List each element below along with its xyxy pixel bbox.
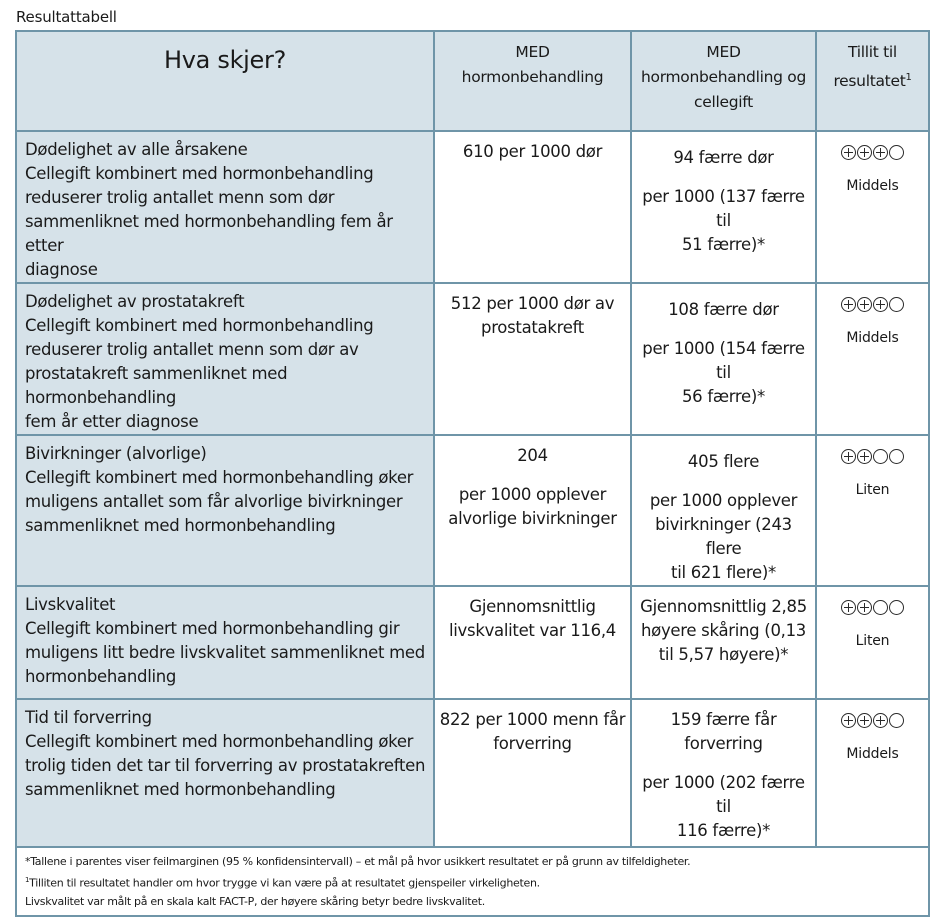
footnote-line: Livskvalitet var målt på en skala kalt FACT-P, der høyere skåring betyr bedre livskvalitet. [25, 894, 485, 908]
combo-value-line: per 1000 (154 færre til [642, 339, 805, 382]
outcome-description-line: Cellegift kombinert med hormonbehandling øker [25, 732, 414, 751]
certainty-label: Middels [846, 178, 899, 194]
outcome-description-line: trolig tiden det tar til forverring av prostatakreften [25, 756, 426, 775]
combo-value-line: 94 færre dør [673, 148, 774, 167]
certainty-label: Middels [846, 746, 899, 762]
outcome-cell [16, 283, 434, 435]
table-row [16, 586, 929, 699]
outcome-description-line: reduserer trolig antallet menn som dør [25, 188, 335, 207]
combo-value-line: 405 flere [687, 452, 760, 471]
combo-value-line: til 621 flere)* [671, 563, 776, 582]
combo-cell [631, 586, 816, 699]
header-certainty-line [817, 65, 928, 94]
hormone-value-line: 204 [517, 446, 548, 465]
combo-value-line: Gjennomsnittlig 2,85 [640, 597, 807, 616]
hormone-value-line: per 1000 opplever [458, 485, 607, 504]
outcome-description-line: Cellegift kombinert med hormonbehandling [25, 164, 374, 183]
combo-paragraph [636, 146, 811, 170]
circle-empty-icon [873, 600, 888, 615]
certainty-rating [817, 297, 928, 312]
outcome-description-line: sammenliknet med hormonbehandling [25, 780, 336, 799]
outcome-description-line: reduserer trolig antallet menn som dør av [25, 340, 359, 359]
page-title: Resultattabell [16, 8, 117, 26]
circle-empty-icon [889, 600, 904, 615]
certainty-rating [817, 449, 928, 464]
circle-empty-icon [889, 449, 904, 464]
footnote-marker: 1 [25, 876, 30, 884]
circle-plus-icon [857, 297, 872, 312]
hormone-paragraph [439, 595, 626, 643]
header-hormone-line: MED [515, 43, 550, 61]
outcome-description-line: Cellegift kombinert med hormonbehandling gir [25, 619, 400, 638]
table-row [16, 131, 929, 283]
outcome-title: Livskvalitet [25, 595, 116, 614]
combo-value-line: 159 færre får [670, 710, 777, 729]
combo-value-line: per 1000 (202 færre til [642, 773, 805, 816]
header-title: Hva skjer? [16, 31, 434, 131]
header-hormone-line: hormonbehandling [461, 68, 604, 86]
header-combo [631, 31, 816, 131]
circle-plus-icon [873, 297, 888, 312]
certainty-cell [816, 435, 929, 586]
hormone-value-line: livskvalitet var 116,4 [448, 621, 616, 640]
hormone-value-line: forverring [493, 734, 572, 753]
table-row [16, 435, 929, 586]
combo-value-line: 56 færre)* [681, 387, 765, 406]
circle-plus-icon [857, 449, 872, 464]
certainty-rating [817, 145, 928, 160]
hormone-paragraph [439, 708, 626, 756]
combo-cell [631, 283, 816, 435]
header-combo-line: cellegift [694, 93, 753, 111]
combo-value-line: høyere skåring (0,13 [641, 621, 806, 640]
table-header-row [16, 31, 929, 131]
combo-paragraph [636, 489, 811, 585]
header-hormone [434, 31, 631, 131]
combo-value-line: bivirkninger (243 flere [655, 515, 792, 558]
outcome-description-line: muligens litt bedre livskvalitet sammenliknet med [25, 643, 425, 662]
circle-plus-icon [857, 600, 872, 615]
combo-paragraph [636, 450, 811, 474]
combo-value-line: 51 færre)* [681, 235, 765, 254]
combo-paragraph [636, 708, 811, 756]
outcome-cell [16, 435, 434, 586]
hormone-value-line: 512 per 1000 dør av [450, 294, 615, 313]
table-row [16, 699, 929, 847]
outcome-cell [16, 586, 434, 699]
circle-empty-icon [889, 297, 904, 312]
outcome-title: Bivirkninger (alvorlige) [25, 444, 207, 463]
hormone-value-line: 822 per 1000 menn får [439, 710, 626, 729]
header-combo-line: hormonbehandling og [641, 68, 806, 86]
certainty-label: Liten [855, 633, 890, 649]
circle-plus-icon [841, 600, 856, 615]
circle-plus-icon [857, 713, 872, 728]
outcome-description-line: hormonbehandling [25, 667, 177, 686]
outcome-description-line: muligens antallet som får alvorlige bivirkninger [25, 492, 403, 511]
hormone-paragraph [439, 140, 626, 164]
outcome-title: Tid til forverring [25, 708, 152, 727]
hormone-cell [434, 283, 631, 435]
hormone-paragraph [439, 483, 626, 531]
circle-plus-icon [873, 713, 888, 728]
outcome-description-line: Cellegift kombinert med hormonbehandling [25, 316, 374, 335]
certainty-cell [816, 699, 929, 847]
hormone-cell [434, 435, 631, 586]
combo-value-line: 116 færre)* [676, 821, 771, 840]
circle-plus-icon [841, 145, 856, 160]
outcome-description-line: prostatakreft sammenliknet med hormonbehandling [25, 364, 288, 407]
outcome-description-line: sammenliknet med hormonbehandling [25, 516, 336, 535]
header-certainty-line: Tillit til [848, 43, 897, 61]
footnote-line: *Tallene i parentes viser feilmarginen (95 % konfidensintervall) – et mål på hvor usikkert resultatet er på grunn av tilfeldigheter. [25, 855, 691, 868]
circle-empty-icon [889, 145, 904, 160]
certainty-rating [817, 713, 928, 728]
combo-cell [631, 131, 816, 283]
footnote-line [25, 871, 920, 893]
combo-value-line: 108 færre dør [668, 300, 779, 319]
combo-paragraph [636, 185, 811, 257]
footnote-text: Tilliten til resultatet handler om hvor trygge vi kan være på at resultatet gjenspeiler virkeligheten. [29, 876, 540, 890]
certainty-cell [816, 131, 929, 283]
combo-value-line: til 5,57 høyere)* [658, 645, 789, 664]
combo-paragraph [636, 595, 811, 667]
outcome-description-line: diagnose [25, 260, 98, 279]
outcome-cell [16, 699, 434, 847]
hormone-value-line: 610 per 1000 dør [462, 142, 603, 161]
hormone-paragraph [439, 292, 626, 340]
combo-value-line: forverring [684, 734, 763, 753]
combo-paragraph [636, 337, 811, 409]
circle-empty-icon [873, 449, 888, 464]
circle-plus-icon [841, 713, 856, 728]
circle-plus-icon [841, 297, 856, 312]
hormone-paragraph [439, 444, 626, 468]
certainty-cell [816, 586, 929, 699]
certainty-rating [817, 600, 928, 615]
table-row [16, 283, 929, 435]
outcome-description-line: Cellegift kombinert med hormonbehandling øker [25, 468, 414, 487]
outcome-cell [16, 131, 434, 283]
header-combo-line: MED [706, 43, 741, 61]
header-certainty-text: resultatet [833, 72, 906, 91]
outcome-description-line: sammenliknet med hormonbehandling fem år etter [25, 212, 393, 255]
circle-plus-icon [873, 145, 888, 160]
hormone-value-line: prostatakreft [481, 318, 584, 337]
certainty-cell [816, 283, 929, 435]
combo-value-line: per 1000 opplever [649, 491, 798, 510]
combo-paragraph [636, 771, 811, 843]
circle-plus-icon [841, 449, 856, 464]
hormone-value-line: Gjennomsnittlig [469, 597, 596, 616]
hormone-cell [434, 131, 631, 283]
outcome-title: Dødelighet av alle årsakene [25, 140, 248, 159]
footnote-row [16, 847, 929, 916]
combo-paragraph [636, 298, 811, 322]
circle-plus-icon [857, 145, 872, 160]
hormone-cell [434, 699, 631, 847]
hormone-value-line: alvorlige bivirkninger [448, 509, 617, 528]
footnote-marker: 1 [905, 72, 912, 83]
header-certainty [816, 31, 929, 131]
table-body [16, 131, 929, 847]
combo-cell [631, 435, 816, 586]
footnotes [16, 847, 929, 916]
certainty-label: Liten [855, 482, 890, 498]
results-table [15, 30, 930, 917]
certainty-label: Middels [846, 330, 899, 346]
combo-cell [631, 699, 816, 847]
hormone-cell [434, 586, 631, 699]
outcome-description-line: fem år etter diagnose [25, 412, 199, 431]
circle-empty-icon [889, 713, 904, 728]
outcome-title: Dødelighet av prostatakreft [25, 292, 245, 311]
combo-value-line: per 1000 (137 færre til [642, 187, 805, 230]
